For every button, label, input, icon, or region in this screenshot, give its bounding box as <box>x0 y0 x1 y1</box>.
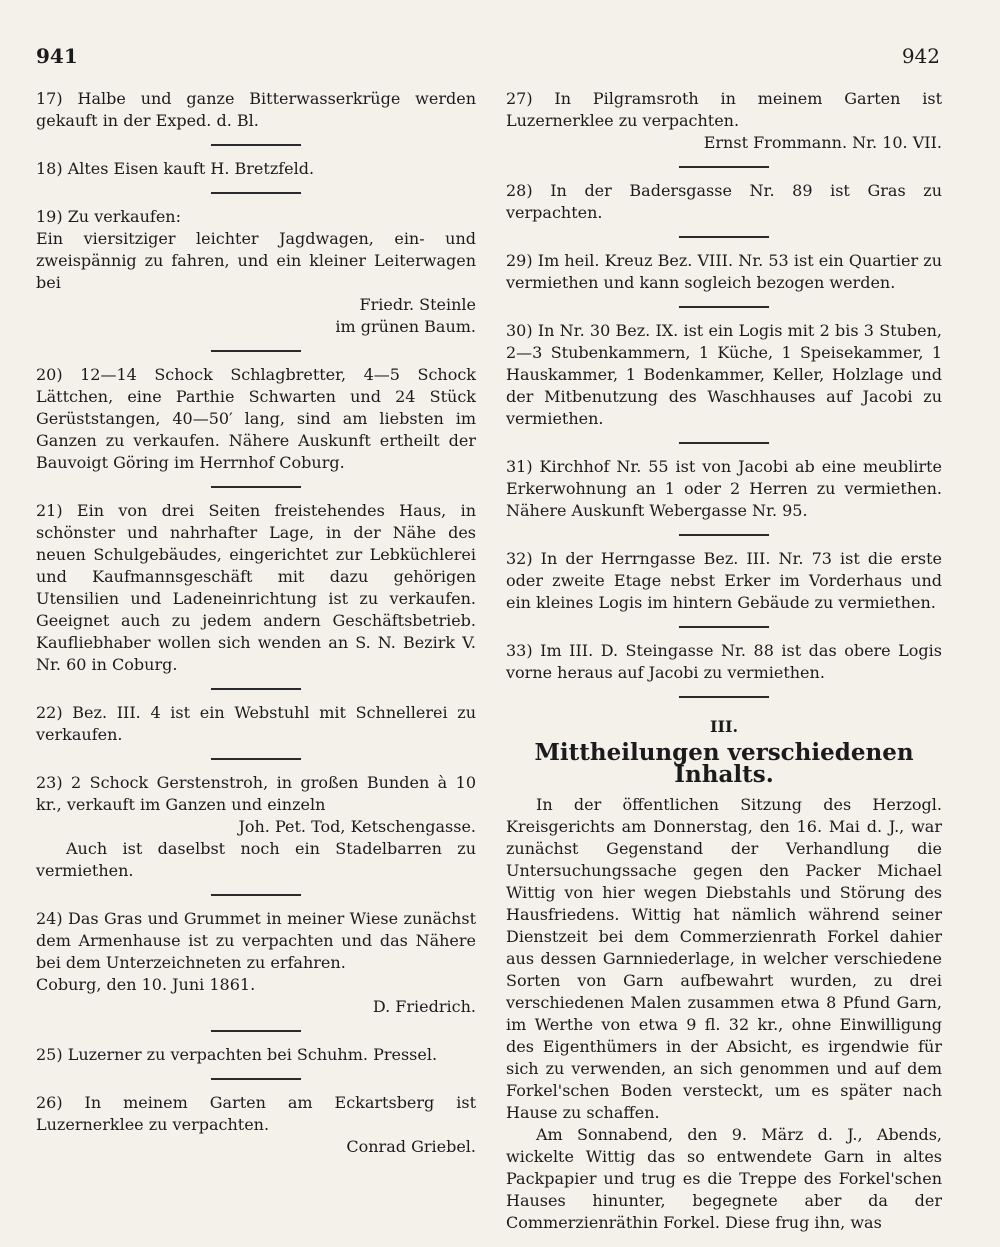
separator-rule <box>679 306 769 308</box>
separator-rule <box>679 626 769 628</box>
left-column <box>36 88 476 1170</box>
separator-rule <box>679 534 769 536</box>
notice-signature: im grünen Baum. <box>335 317 476 336</box>
notice-text: 29) Im heil. Kreuz Bez. VIII. Nr. 53 ist ein Quartier zu vermiethen und kann sogleich bezogen werden. <box>506 251 942 292</box>
notice-29 <box>506 250 942 294</box>
notice-text: 25) Luzerner zu verpachten bei Schuhm. Pressel. <box>36 1045 438 1064</box>
notice-23 <box>36 772 476 882</box>
notice-text: 24) Das Gras und Grummet in meiner Wiese zunächst dem Armenhause ist zu verpachten und das Nähere bei dem Unterzeichneten zu erfahren. <box>36 909 476 972</box>
section-body <box>506 794 942 1234</box>
notice-text: 21) Ein von drei Seiten freistehendes Haus, in schönster und nahrhafter Lage, in der Nähe des neuen Schulgebäudes, eingerichtet zur Lebküchlerei und Kaufmannsgeschäft mit dazu gehörigen Utensilien und Ladeneinrichtung ist zu verkaufen. Geeignet auch zu jedem andern Geschäftsbetrieb. Kaufliebhaber wollen sich wenden an S. N. Bezirk V. Nr. 60 in Coburg. <box>36 501 476 674</box>
notice-24 <box>36 908 476 1018</box>
notice-text: 22) Bez. III. 4 ist ein Webstuhl mit Schnellerei zu verkaufen. <box>36 703 476 744</box>
separator-rule <box>211 144 301 146</box>
notice-25 <box>36 1044 476 1066</box>
separator-rule <box>679 442 769 444</box>
notice-text: Coburg, den 10. Juni 1861. <box>36 975 256 994</box>
notice-31 <box>506 456 942 522</box>
notice-18 <box>36 158 476 180</box>
notice-text: 26) In meinem Garten am Eckartsberg ist Luzernerklee zu verpachten. <box>36 1093 476 1134</box>
notice-text: 17) Halbe und ganze Bitterwasserkrüge werden gekauft in der Exped. d. Bl. <box>36 89 476 130</box>
notice-text: 23) 2 Schock Gerstenstroh, in großen Bunden à 10 kr., verkauft im Ganzen und einzeln <box>36 773 476 814</box>
right-column <box>506 88 942 1234</box>
page-number-left: 941 <box>36 44 78 68</box>
notice-30 <box>506 320 942 430</box>
notice-21 <box>36 500 476 676</box>
notice-signature: Conrad Griebel. <box>346 1137 476 1156</box>
notice-text: 20) 12—14 Schock Schlagbretter, 4—5 Schock Lättchen, eine Parthie Schwarten und 24 Stück Gerüststangen, 40—50′ lang, sind am liebsten im Ganzen zu verkaufen. Nähere Auskunft ertheilt der Bauvoigt Göring im Herrnhof Coburg. <box>36 365 476 472</box>
notice-text: 30) In Nr. 30 Bez. IX. ist ein Logis mit 2 bis 3 Stuben, 2—3 Stubenkammern, 1 Küche, 1 Speisekammer, 1 Hauskammer, 1 Bodenkammer, Keller, Holzlage und der Mitbenutzung des Waschhauses auf Jacobi zu vermiethen. <box>506 321 942 428</box>
notice-text: 18) Altes Eisen kauft H. Bretzfeld. <box>36 159 315 178</box>
separator-rule <box>211 688 301 690</box>
notice-22 <box>36 702 476 746</box>
separator-rule <box>211 1030 301 1032</box>
right-entries <box>506 88 942 698</box>
notice-text: 33) Im III. D. Steingasse Nr. 88 ist das obere Logis vorne heraus auf Jacobi zu vermiethen. <box>506 641 942 682</box>
notice-27 <box>506 88 942 154</box>
separator-rule <box>211 486 301 488</box>
separator-rule <box>211 350 301 352</box>
separator-rule <box>211 758 301 760</box>
notice-text: Ein viersitziger leichter Jagdwagen, ein- und zweispännig zu fahren, und ein kleiner Leiterwagen bei <box>36 229 476 292</box>
separator-rule <box>679 166 769 168</box>
notice-signature: Ernst Frommann. Nr. 10. VII. <box>703 133 942 152</box>
notice-text: 32) In der Herrngasse Bez. III. Nr. 73 ist die erste oder zweite Etage nebst Erker im Vorderhaus und ein kleines Logis im hintern Gebäude zu vermiethen. <box>506 549 942 612</box>
section-numeral: III. <box>709 717 739 736</box>
notice-text: 19) Zu verkaufen: <box>36 207 181 226</box>
separator-rule <box>211 1078 301 1080</box>
notice-33 <box>506 640 942 684</box>
separator-rule <box>679 236 769 238</box>
separator-rule <box>679 696 769 698</box>
article-paragraph: In der öffentlichen Sitzung des Herzogl. Kreisgerichts am Donnerstag, den 16. Mai d. J., war zunächst Gegenstand der Verhandlung die Untersuchungssache gegen den Packer Michael Wittig von hier wegen Diebstahls und Störung des Hausfriedens. Wittig hat nämlich während seiner Dienstzeit bei dem Commerzienrath Forkel dahier aus dessen Garnniederlage, in welcher verschiedene Sorten von Garn aufbewahrt wurden, zu drei verschiedenen Malen zusammen etwa 8 Pfund Garn, im Werthe von etwa 9 fl. 32 kr., ohne Einwilligung des Eigenthümers in der Absicht, es irgendwie für sich zu verwenden, an sich genommen und auf dem Forkel'schen Boden versteckt, um es später nach Hause zu schaffen. <box>506 795 942 1122</box>
separator-rule <box>211 894 301 896</box>
article-paragraph: Am Sonnabend, den 9. März d. J., Abends, wickelte Wittig das so entwendete Garn in altes Packpapier und trug es die Treppe des Forkel'schen Hauses hinunter, begegnete aber da der Commerzienräthin Forkel. Diese frug ihn, was <box>506 1125 942 1232</box>
notice-20 <box>36 364 476 474</box>
separator-rule <box>211 192 301 194</box>
section-title: Mittheilungen verschiedenen Inhalts. <box>534 739 914 788</box>
notice-19 <box>36 206 476 338</box>
notice-text: 28) In der Badersgasse Nr. 89 ist Gras zu verpachten. <box>506 181 942 222</box>
notice-signature: D. Friedrich. <box>372 997 476 1016</box>
notice-32 <box>506 548 942 614</box>
notice-signature: Joh. Pet. Tod, Ketschengasse. <box>238 817 476 836</box>
notice-text: 31) Kirchhof Nr. 55 ist von Jacobi ab eine meublirte Erkerwohnung an 1 oder 2 Herren zu vermiethen. Nähere Auskunft Webergasse Nr. 95. <box>506 457 942 520</box>
page-number-right: 942 <box>901 44 940 68</box>
notice-28 <box>506 180 942 224</box>
notice-signature: Friedr. Steinle <box>359 295 476 314</box>
notice-17 <box>36 88 476 132</box>
notice-text: 27) In Pilgramsroth in meinem Garten ist Luzernerklee zu verpachten. <box>506 89 942 130</box>
notice-text: Auch ist daselbst noch ein Stadelbarren zu vermiethen. <box>36 839 476 880</box>
notice-26 <box>36 1092 476 1158</box>
